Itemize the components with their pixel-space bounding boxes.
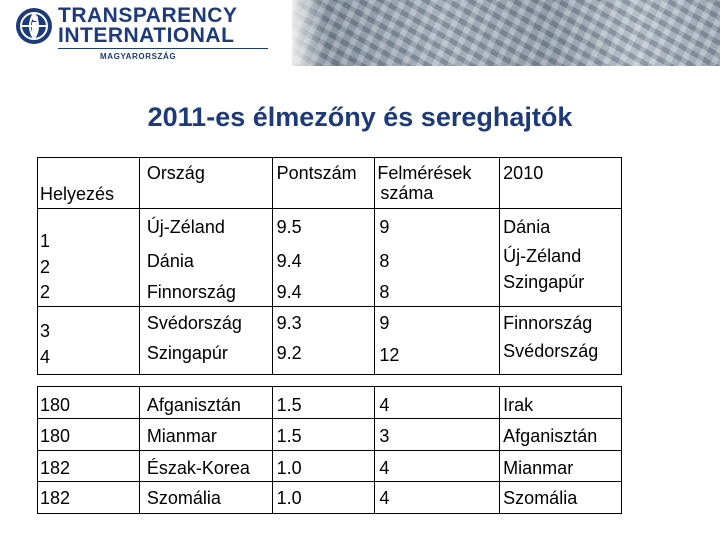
- score-cell: [272, 451, 375, 482]
- score-cell: [272, 209, 375, 307]
- surveys-value: 4: [379, 395, 390, 415]
- country-cell: [139, 419, 272, 451]
- rank-value: 1: [40, 231, 51, 251]
- surveys-value: 12: [379, 345, 400, 365]
- header-cell-surveys: [375, 158, 500, 209]
- header-2010: 2010: [503, 163, 544, 183]
- score-cell: [272, 482, 375, 514]
- score-value: 1.0: [276, 488, 302, 508]
- score-value: 1.5: [276, 426, 302, 446]
- logo-divider: [58, 48, 268, 49]
- header-photo-fade: [286, 0, 326, 66]
- score-value: 9.4: [276, 251, 302, 271]
- surveys-value: 9: [379, 313, 390, 333]
- prev-year-country: Szingapúr: [503, 272, 585, 292]
- table-row: [38, 419, 622, 451]
- slide-title: 2011-es élmezőny és sereghajtók: [147, 102, 573, 132]
- rank-value: 182: [40, 488, 71, 508]
- surveys-cell: [375, 419, 500, 451]
- header-surveys-line2: száma: [380, 183, 434, 203]
- country-cell: [139, 451, 272, 482]
- country-name: Finnország: [146, 282, 236, 302]
- score-value: 1.5: [276, 395, 302, 415]
- country-name: Mianmar: [146, 426, 217, 446]
- table-row: [38, 387, 622, 419]
- rank-value: 182: [40, 458, 71, 478]
- surveys-value: 4: [379, 458, 390, 478]
- prev-year-cell: [500, 419, 622, 451]
- logo-subtitle: MAGYARORSZÁG: [100, 52, 177, 61]
- table-row: [38, 307, 622, 375]
- country-name: Dánia: [146, 251, 194, 271]
- table-header-row: [38, 158, 622, 209]
- prev-year-country: Új-Zéland: [503, 246, 582, 266]
- surveys-value: 3: [379, 426, 390, 446]
- country-name: Új-Zéland: [146, 217, 225, 237]
- prev-year-cell: [500, 451, 622, 482]
- country-name: Észak-Korea: [146, 458, 250, 478]
- header-cell-score: [272, 158, 375, 209]
- prev-year-country: Finnország: [503, 313, 593, 333]
- transparency-international-logo: [10, 4, 278, 66]
- score-cell: [272, 307, 375, 375]
- prev-year-country: Afganisztán: [503, 426, 598, 446]
- top-ranking-table: [37, 157, 622, 375]
- header-score: Pontszám: [276, 163, 357, 183]
- header-cell-country: [139, 158, 272, 209]
- country-name: Szomália: [146, 488, 221, 508]
- prev-year-country: Svédország: [503, 341, 599, 361]
- rank-value: 3: [40, 321, 51, 341]
- rank-value: 180: [40, 395, 71, 415]
- country-name: Svédország: [146, 313, 242, 333]
- rank-value: 4: [40, 347, 51, 367]
- prev-year-cell: [500, 209, 622, 307]
- rank-cell: [38, 307, 140, 375]
- surveys-cell: [375, 482, 500, 514]
- header-photo: [292, 0, 720, 66]
- prev-year-country: Dánia: [503, 217, 551, 237]
- header-banner: [0, 0, 720, 66]
- table-row: [38, 482, 622, 514]
- rank-value: 180: [40, 426, 71, 446]
- surveys-value: 9: [379, 217, 390, 237]
- header-cell-2010: [500, 158, 622, 209]
- score-value: 9.5: [276, 217, 302, 237]
- rank-cell: [38, 387, 140, 419]
- logo-text-line2: INTERNATIONAL: [58, 24, 235, 47]
- surveys-cell: [375, 451, 500, 482]
- surveys-value: 4: [379, 488, 390, 508]
- score-value: 9.4: [276, 282, 302, 302]
- score-value: 1.0: [276, 458, 302, 478]
- surveys-cell: [375, 307, 500, 375]
- country-cell: [139, 387, 272, 419]
- surveys-value: 8: [379, 251, 390, 271]
- score-value: 9.2: [276, 343, 302, 363]
- surveys-cell: [375, 209, 500, 307]
- score-value: 9.3: [276, 313, 302, 333]
- logo-text-line1: TRANSPARENCY: [58, 4, 238, 27]
- prev-year-country: Irak: [503, 395, 534, 415]
- prev-year-cell: [500, 387, 622, 419]
- prev-year-country: Szomália: [503, 488, 578, 508]
- header-surveys-line1: Felmérések: [377, 163, 472, 183]
- prev-year-country: Mianmar: [503, 458, 574, 478]
- score-cell: [272, 419, 375, 451]
- surveys-cell: [375, 387, 500, 419]
- rank-value: 2: [40, 257, 51, 277]
- country-cell: [139, 307, 272, 375]
- bottom-ranking-table: [37, 386, 622, 514]
- globe-logo-icon: [14, 6, 54, 46]
- header-cell-rank: [38, 158, 140, 209]
- rank-cell: [38, 209, 140, 307]
- prev-year-cell: [500, 482, 622, 514]
- header-rank: Helyezés: [40, 184, 115, 204]
- rank-cell: [38, 419, 140, 451]
- header-country: Ország: [146, 163, 205, 183]
- score-cell: [272, 387, 375, 419]
- country-cell: [139, 482, 272, 514]
- country-cell: [139, 209, 272, 307]
- rank-cell: [38, 482, 140, 514]
- surveys-value: 8: [379, 282, 390, 302]
- country-name: Afganisztán: [146, 395, 241, 415]
- rank-cell: [38, 451, 140, 482]
- prev-year-cell: [500, 307, 622, 375]
- table-row: [38, 451, 622, 482]
- country-name: Szingapúr: [146, 343, 228, 363]
- table-row: [38, 209, 622, 307]
- rank-value: 2: [40, 282, 51, 302]
